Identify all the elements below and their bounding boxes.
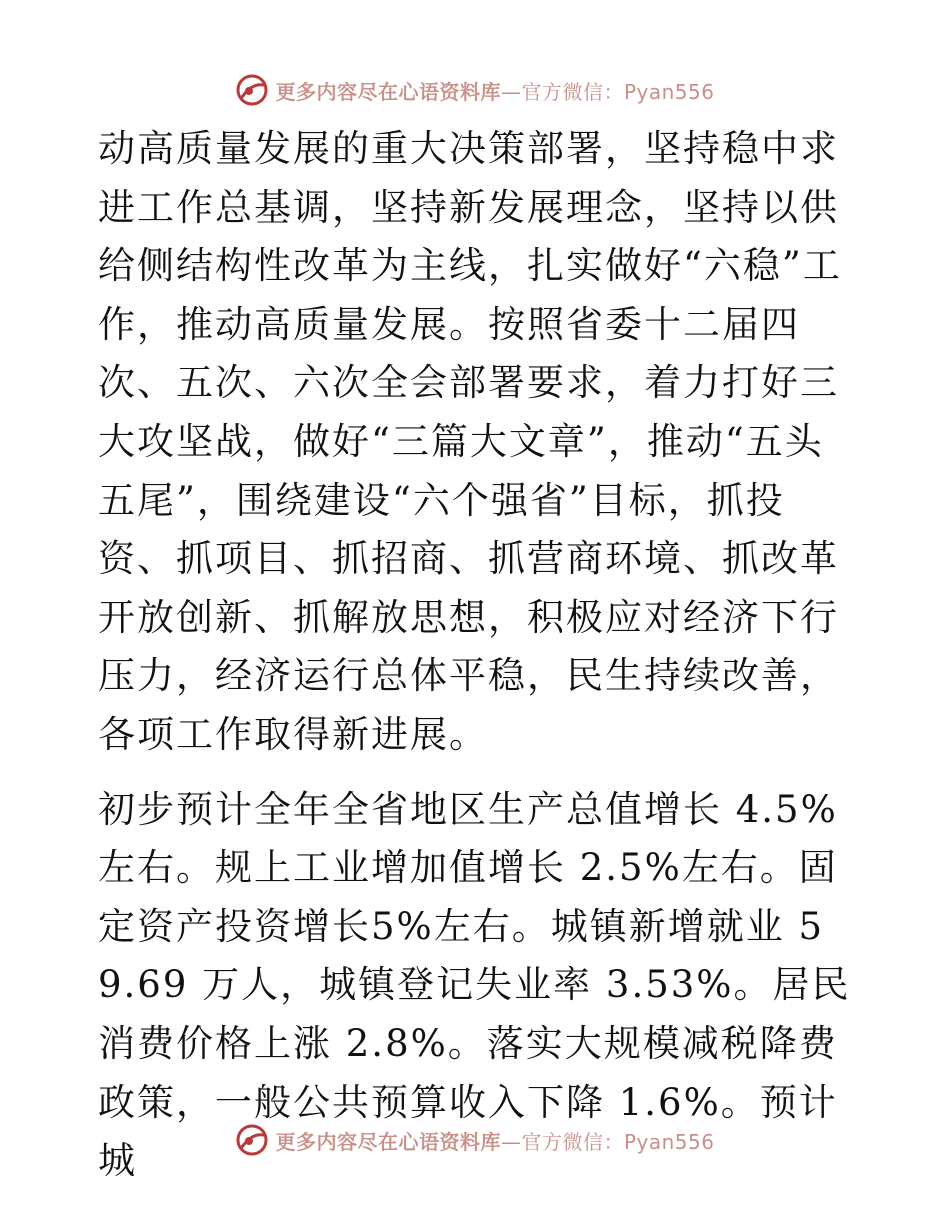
- footer-wechat-text: —官方微信：Pyan556: [500, 1129, 715, 1154]
- footer-banner-text: [275, 1126, 714, 1155]
- footer-site-text: 更多内容尽在心语资料库: [275, 1129, 501, 1154]
- header-wechat-text: —官方微信：Pyan556: [500, 79, 715, 104]
- header-banner-text: [275, 76, 714, 105]
- brand-logo-icon: [235, 73, 269, 107]
- document-body: [98, 120, 858, 1191]
- header-watermark-banner: [0, 70, 950, 110]
- paragraph-1: 动高质量发展的重大决策部署，坚持稳中求进工作总基调，坚持新发展理念，坚持以供给侧结构性改革为主线，扎实做好“六稳”工作，推动高质量发展。按照省委十二届四次、五次、六次全会部署要求，着力打好三大攻坚战，做好“三篇大文章”，推动“五头五尾”，围绕建设“六个强省”目标，抓投资、抓项目、抓招商、抓营商环境、抓改革开放创新、抓解放思想，积极应对经济下行压力，经济运行总体平稳，民生持续改善，各项工作取得新进展。: [98, 127, 842, 756]
- header-site-text: 更多内容尽在心语资料库: [275, 79, 501, 104]
- footer-watermark-banner: [0, 1120, 950, 1160]
- paragraph-2: 初步预计全年全省地区生产总值增长 4.5%左右。规上工业增加值增长 2.5%左右。固定资产投资增长5%左右。城镇新增就业 59.69 万人，城镇登记失业率 3.53%。居民消费价格上涨 2.8%。落实大规模减税降费政策，一般公共预算收入下降 1.6%。预计城: [98, 787, 851, 1183]
- brand-logo-icon: [235, 1123, 269, 1157]
